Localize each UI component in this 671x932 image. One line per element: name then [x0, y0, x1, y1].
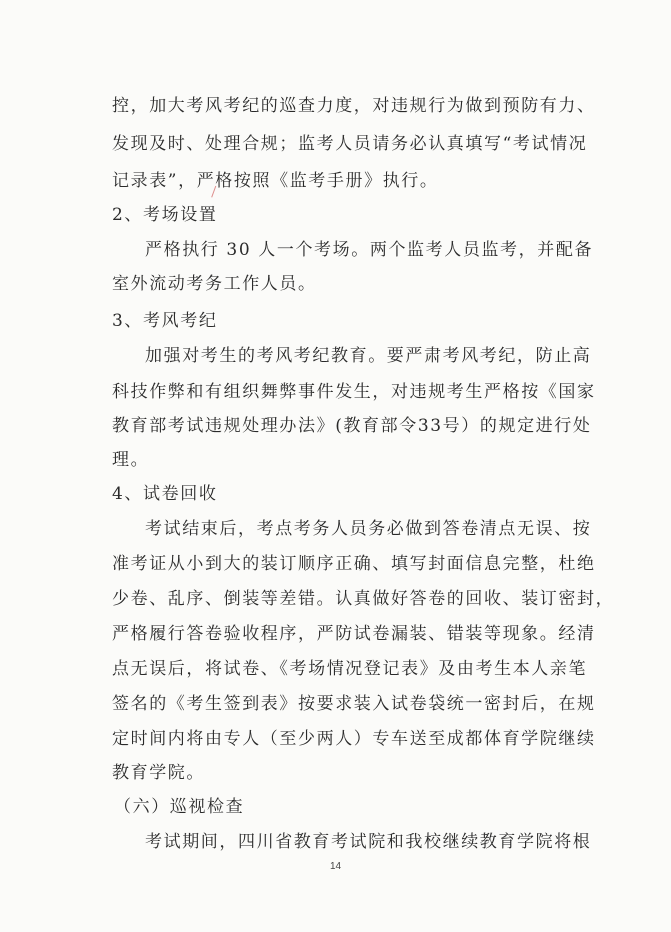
- section-heading: 2、考场设置: [112, 205, 218, 225]
- text-line: 科技作弊和有组织舞弊事件发生，对违规考生严格按《国家: [112, 382, 596, 402]
- section-heading: 3、考风考纪: [112, 311, 218, 331]
- text-line: 理。: [112, 450, 150, 470]
- text-line: 定时间内将由专人（至少两人）专车送至成都体育学院继续: [112, 729, 596, 749]
- text-line: 考试结束后，考点考务人员务必做到答卷清点无误、按: [145, 519, 592, 539]
- text-line: 严格履行答卷验收程序，严防试卷漏装、错装等现象。经清: [112, 624, 596, 644]
- text-line: 准考证从小到大的装订顺序正确、填写封面信息完整，杜绝: [112, 554, 596, 574]
- section-heading: 4、试卷回收: [112, 484, 218, 504]
- text-line: 签名的《考生签到表》按要求装入试卷袋统一密封后，在规: [112, 694, 596, 714]
- text-line: 教育学院。: [112, 763, 205, 783]
- text-line: 加强对考生的考风考纪教育。要严肃考风考纪，防止高: [145, 346, 592, 366]
- text-line: 室外流动考务工作人员。: [112, 274, 317, 294]
- text-line: 考试期间，四川省教育考试院和我校继续教育学院将根: [145, 832, 592, 852]
- page-number: 14: [329, 861, 342, 872]
- text-line: 记录表”，严格按照《监考手册》执行。: [112, 171, 439, 191]
- section-heading: （六）巡视检查: [114, 797, 245, 817]
- text-line: 严格执行 30 人一个考场。两个监考人员监考，并配备: [145, 240, 594, 260]
- text-line: 教育部考试违规处理办法》(教育部令33号）的规定进行处: [112, 416, 592, 436]
- text-line: 点无误后，将试卷、《考场情况登记表》及由考生本人亲笔: [112, 659, 588, 679]
- text-line: 发现及时、处理合规；监考人员请务必认真填写“考试情况: [112, 134, 588, 154]
- text-line: 少卷、乱序、倒装等差错。认真做好答卷的回收、装订密封，: [112, 589, 615, 609]
- text-line: 控，加大考风考纪的巡查力度，对违规行为做到预防有力、: [112, 96, 596, 116]
